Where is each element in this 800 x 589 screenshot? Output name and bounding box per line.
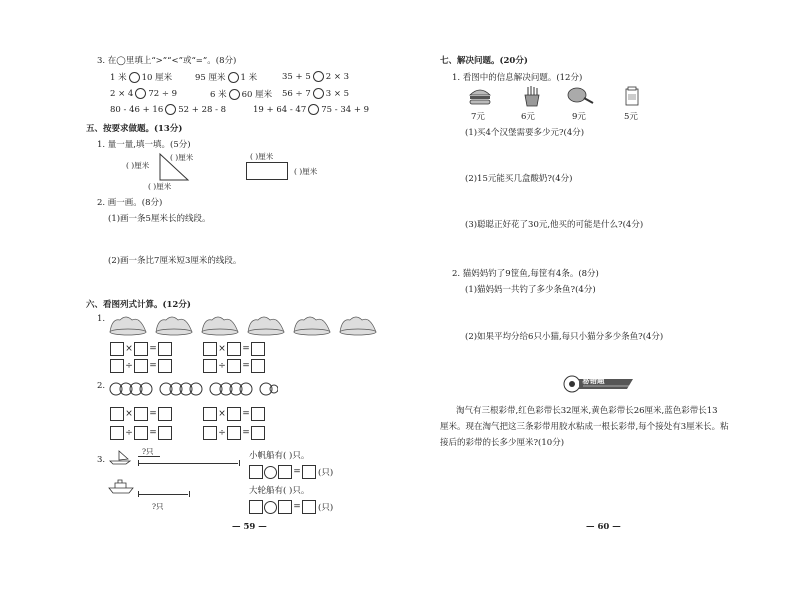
- s7-q2b: (2)如果平均分给6只小猫,每只小猫分多少条鱼?(4分): [465, 332, 664, 342]
- operator: =: [242, 409, 250, 419]
- fries-icon: [523, 85, 541, 107]
- s5-q1: 1. 量一量,填一填。(5分): [97, 140, 191, 150]
- unit-label: (只): [318, 503, 334, 513]
- ship-icon: [108, 478, 134, 494]
- s7-q1c: (3)聪聪正好花了30元,他买的可能是什么?(4分): [465, 220, 644, 230]
- answer-box[interactable]: [110, 342, 124, 356]
- answer-box[interactable]: [278, 465, 292, 479]
- answer-box[interactable]: [203, 426, 217, 440]
- operator: ÷: [125, 361, 133, 371]
- answer-box[interactable]: [203, 342, 217, 356]
- answer-box[interactable]: [134, 359, 148, 373]
- hamburger-icon: [468, 86, 492, 106]
- page-number-right: — 60 —: [586, 522, 621, 532]
- price-chicken: 9元: [572, 112, 586, 122]
- section5-title: 五、按要求做题。(13分): [86, 124, 183, 134]
- rectangle-figure: [246, 162, 288, 180]
- chicken-leg-icon: [567, 86, 597, 106]
- operator: ×: [125, 344, 133, 354]
- tri-label-bottom: ( )厘米: [148, 182, 172, 191]
- answer-box[interactable]: [203, 407, 217, 421]
- answer-box[interactable]: [134, 342, 148, 356]
- equation-row: [110, 359, 172, 373]
- price-yogurt: 5元: [624, 112, 638, 122]
- operator: =: [149, 361, 157, 371]
- compare-item: 35 + 5 2 × 3: [282, 72, 350, 82]
- equation-row: [203, 342, 265, 356]
- answer-box[interactable]: [158, 342, 172, 356]
- s7-q1b: (2)15元能买几盒酸奶?(4分): [465, 174, 573, 184]
- answer-box[interactable]: [302, 500, 316, 514]
- s5-q2: 2. 画一画。(8分): [97, 198, 163, 208]
- equation-row: [203, 426, 265, 440]
- equation-row: [203, 407, 265, 421]
- tri-label-left: ( )厘米: [126, 161, 150, 170]
- answer-box[interactable]: [110, 359, 124, 373]
- equation-row: [110, 426, 172, 440]
- price-hamburger: 7元: [471, 112, 485, 122]
- operator: =: [149, 344, 157, 354]
- answer-box[interactable]: [227, 426, 241, 440]
- answer-box[interactable]: [158, 426, 172, 440]
- answer-box[interactable]: [110, 407, 124, 421]
- s6-n2: 2.: [97, 381, 106, 391]
- small-boat-question: 小帆船有( )只。: [249, 451, 310, 461]
- problem-para-line3: 接后的彩带的长多少厘米?(10分): [440, 438, 565, 448]
- equation-row: [110, 407, 172, 421]
- operator: ×: [125, 409, 133, 419]
- answer-box[interactable]: [251, 407, 265, 421]
- answer-box[interactable]: [302, 465, 316, 479]
- compare-item: 2 × 4 72 ÷ 9: [110, 89, 178, 99]
- compare-item: 95 厘米 1 米: [195, 73, 258, 83]
- answer-box[interactable]: [158, 407, 172, 421]
- compare-item: 80 - 46 + 16 52 + 28 - 8: [110, 105, 227, 115]
- answer-box[interactable]: [249, 500, 263, 514]
- sailboat-icon: [108, 449, 132, 465]
- s7-q2: 2. 猫妈妈钓了9筐鱼,每筐有4条。(8分): [452, 269, 599, 279]
- page-number-left: — 59 —: [232, 522, 267, 532]
- operator: =: [242, 344, 250, 354]
- answer-box[interactable]: [249, 465, 263, 479]
- answer-box[interactable]: [251, 342, 265, 356]
- answer-box[interactable]: [278, 500, 292, 514]
- tick-row: [138, 460, 240, 466]
- section6-title: 六、看图列式计算。(12分): [86, 300, 191, 310]
- answer-box[interactable]: [227, 359, 241, 373]
- answer-box[interactable]: [227, 342, 241, 356]
- answer-box[interactable]: [134, 407, 148, 421]
- compare-item: 6 米 60 厘米: [210, 90, 273, 100]
- tick-row: [138, 491, 190, 497]
- s7-q1: 1. 看图中的信息解决问题。(12分): [452, 73, 583, 83]
- problem-para-line2: 厘米。现在淘气把这三条彩带用胶水粘成一根长彩带,每个接处有3厘米长。粘: [440, 422, 729, 432]
- compare-item: 1 米 10 厘米: [110, 73, 173, 83]
- operator: =: [149, 428, 157, 438]
- rect-label-top: ( )厘米: [250, 152, 274, 161]
- answer-box[interactable]: [227, 407, 241, 421]
- s7-q2a: (1)猫妈妈一共钓了多少条鱼?(4分): [465, 285, 596, 295]
- s7-q1a: (1)买4个汉堡需要多少元?(4分): [465, 128, 585, 138]
- compare-item: 56 ÷ 7 3 × 5: [282, 89, 350, 99]
- big-ship-question: 大轮船有( )只。: [249, 486, 310, 496]
- s5-q2a: (1)画一条5厘米长的线段。: [108, 214, 211, 224]
- answer-box[interactable]: [134, 426, 148, 440]
- answer-box[interactable]: [203, 359, 217, 373]
- s6-n1: 1.: [97, 314, 106, 324]
- s6-n3: 3.: [97, 455, 106, 465]
- s5-q2b: (2)画一条比7厘米短3厘米的线段。: [108, 256, 242, 266]
- operator: ÷: [218, 428, 226, 438]
- rings-groups-image: [108, 379, 278, 399]
- answer-box[interactable]: [158, 359, 172, 373]
- equation-row: = (只): [249, 465, 333, 479]
- bracket-top: [138, 456, 160, 457]
- q3-title: 3. 在◯里填上“>”“<”或“=”。(8分): [97, 56, 237, 66]
- answer-box[interactable]: [251, 426, 265, 440]
- unit-label: (只): [318, 468, 334, 478]
- rect-label-right: ( )厘米: [294, 167, 318, 176]
- operator: ÷: [218, 361, 226, 371]
- yogurt-box-icon: [625, 86, 639, 106]
- equation-row: [203, 359, 265, 373]
- problem-para-line1: 淘气有三根彩带,红色彩带长32厘米,黄色彩带长26厘米,蓝色彩带长13: [456, 406, 718, 416]
- tri-label-right: ( )厘米: [170, 153, 194, 162]
- operator: ÷: [125, 428, 133, 438]
- section7-title: 七、解决问题。(20分): [440, 56, 528, 66]
- compare-item: 19 + 64 - 47 75 - 34 + 9: [253, 105, 370, 115]
- answer-box[interactable]: [110, 426, 124, 440]
- operator: =: [242, 361, 250, 371]
- equation-row: = (只): [249, 500, 333, 514]
- operator: =: [242, 428, 250, 438]
- operator: ×: [218, 344, 226, 354]
- unknown-bottom-label: ?只: [152, 502, 164, 511]
- operator: ×: [218, 409, 226, 419]
- operator: =: [149, 409, 157, 419]
- unknown-top-label: ?只: [142, 447, 154, 456]
- cake-groups-image: [108, 312, 388, 336]
- price-fries: 6元: [521, 112, 535, 122]
- equation-row: [110, 342, 172, 356]
- error-prone-badge-label: 易错题: [582, 376, 605, 385]
- answer-box[interactable]: [251, 359, 265, 373]
